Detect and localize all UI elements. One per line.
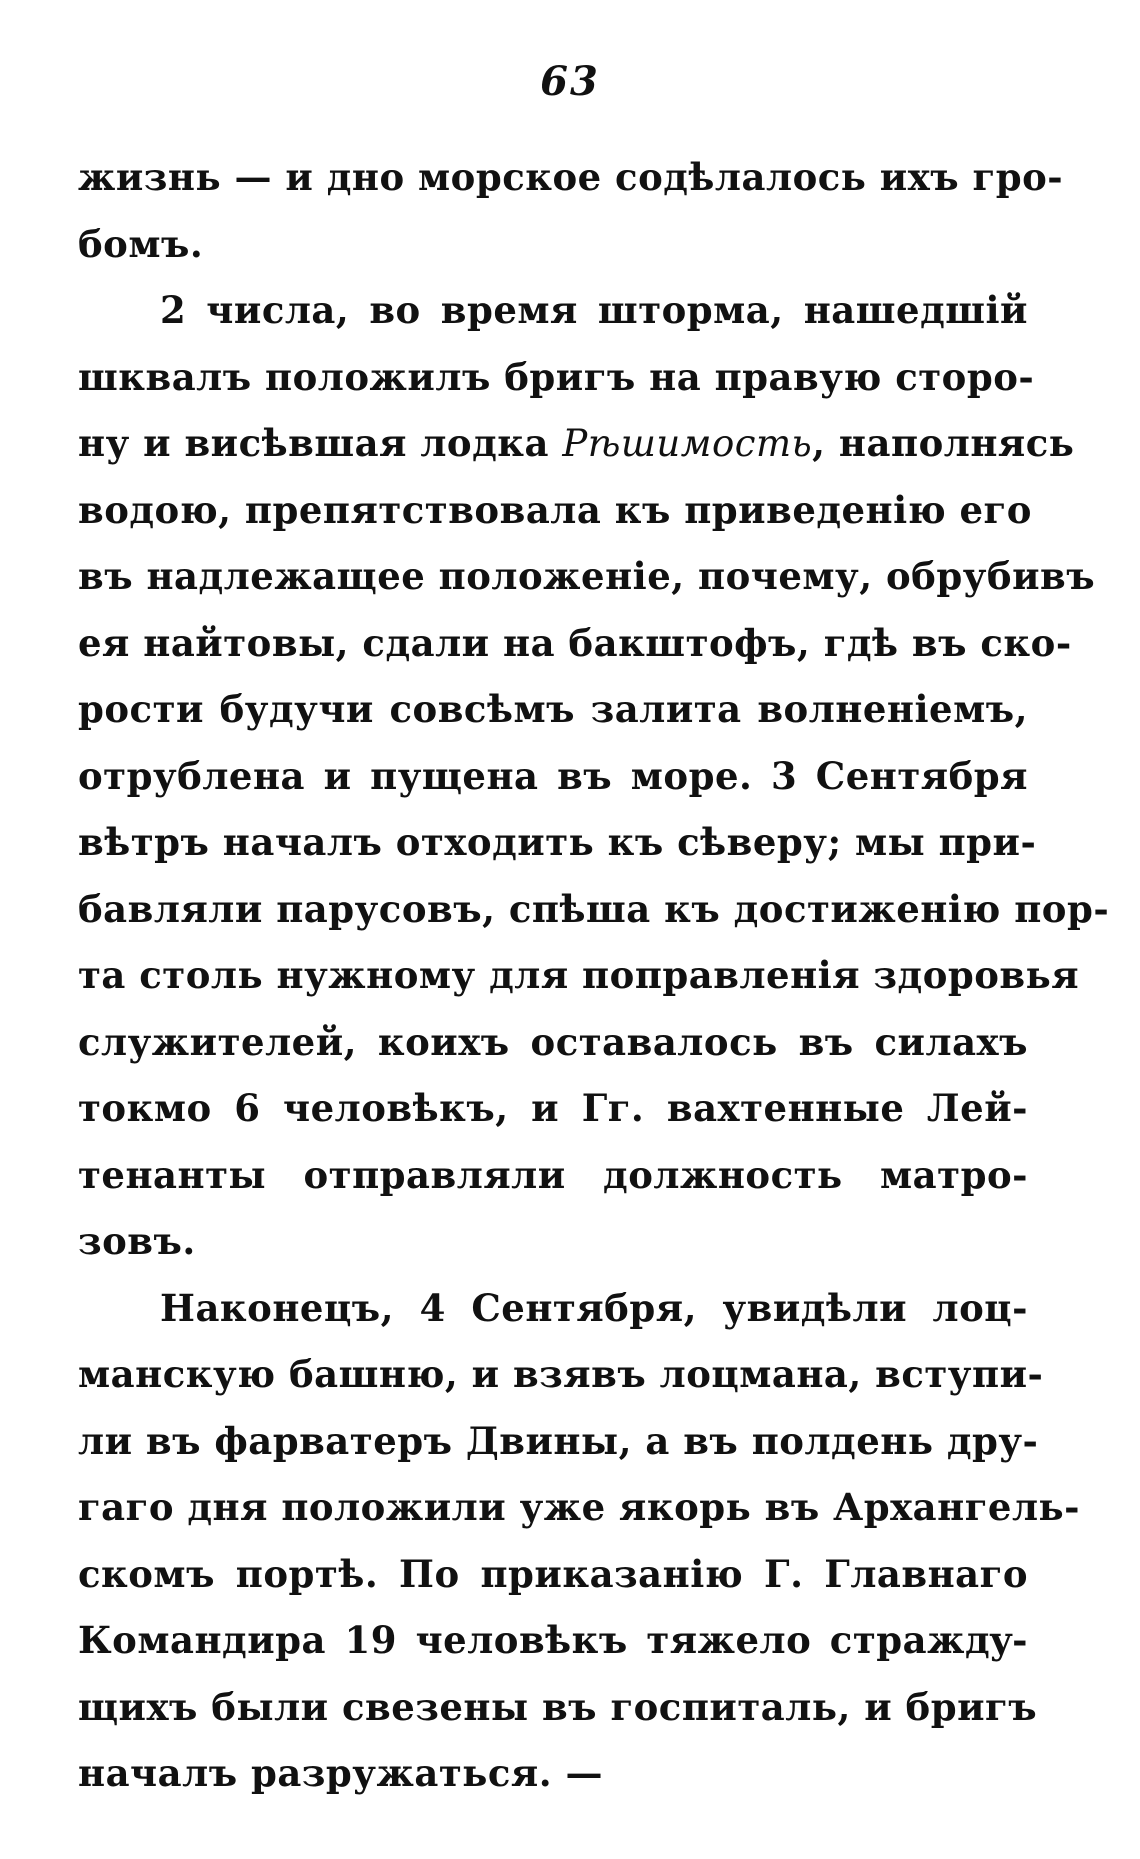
text-line: Командира 19 человѣкъ тяжело страждy- <box>78 1618 1028 1662</box>
text-line: зовъ. <box>78 1219 196 1263</box>
text-line: бавляли парусовъ, спѣша къ достиженію пор- <box>78 886 1110 931</box>
text-line: манскую башню, и взявъ лоцмана, вступи- <box>78 1352 1044 1396</box>
text-line: въ надлежащее положеніе, почему, обрубивъ <box>78 554 1096 598</box>
body-text <box>78 144 1110 1807</box>
text-line: рости будучи совсѣмъ залита волненіемъ, <box>78 687 1028 731</box>
text-line: началъ разружаться. — <box>78 1751 603 1795</box>
text-fragment: ну и висѣвшая лодка <box>78 421 563 465</box>
text-line: гаго дня положили уже якорь въ Архангель- <box>78 1485 1081 1529</box>
text-line: бомъ. <box>78 221 204 266</box>
text-line-with-italic <box>78 410 1075 477</box>
text-line: ли въ фарватеръ Двины, а въ полдень дру- <box>78 1418 1039 1463</box>
text-line: вѣтръ началъ отходить къ сѣверу; мы при- <box>78 820 1037 864</box>
text-line: скомъ портѣ. По приказанію Г. Главнаго <box>78 1551 1028 1596</box>
italic-boat-name: Рѣшимость <box>562 422 813 465</box>
text-line: отрублена и пущена въ море. 3 Сентября <box>78 753 1028 798</box>
page-number: 63 <box>540 58 600 105</box>
text-line: шквалъ положилъ бригъ на правую сторо- <box>78 354 1035 399</box>
text-line: щихъ были свезены въ госпиталь, и бригъ <box>78 1684 1038 1729</box>
text-line: служителей, коихъ оставалось въ силахъ <box>78 1019 1028 1064</box>
text-line: 2 числа, во время шторма, нашедшій <box>160 288 1028 332</box>
text-line: токмо 6 человѣкъ, и Гг. вахтенные Лей- <box>78 1086 1028 1130</box>
paragraph-1 <box>78 144 1064 277</box>
text-line: тенанты отправляли должность матро- <box>78 1152 1028 1197</box>
text-line: водою, препятствовала къ приведенію его <box>78 487 1032 532</box>
paragraph-3 <box>78 1275 1081 1807</box>
text-line: ея найтовы, сдали на бакштофъ, гдѣ въ ско- <box>78 620 1072 665</box>
text-line: та столь нужному для поправленія здоровья <box>78 953 1080 997</box>
text-fragment: , наполнясь <box>812 421 1075 465</box>
text-line: жизнь — и дно морское содѣлалось ихъ гро- <box>78 155 1064 199</box>
paragraph-2 <box>78 277 1110 1275</box>
text-line: Наконецъ, 4 Сентября, увидѣли лоц- <box>160 1285 1028 1330</box>
